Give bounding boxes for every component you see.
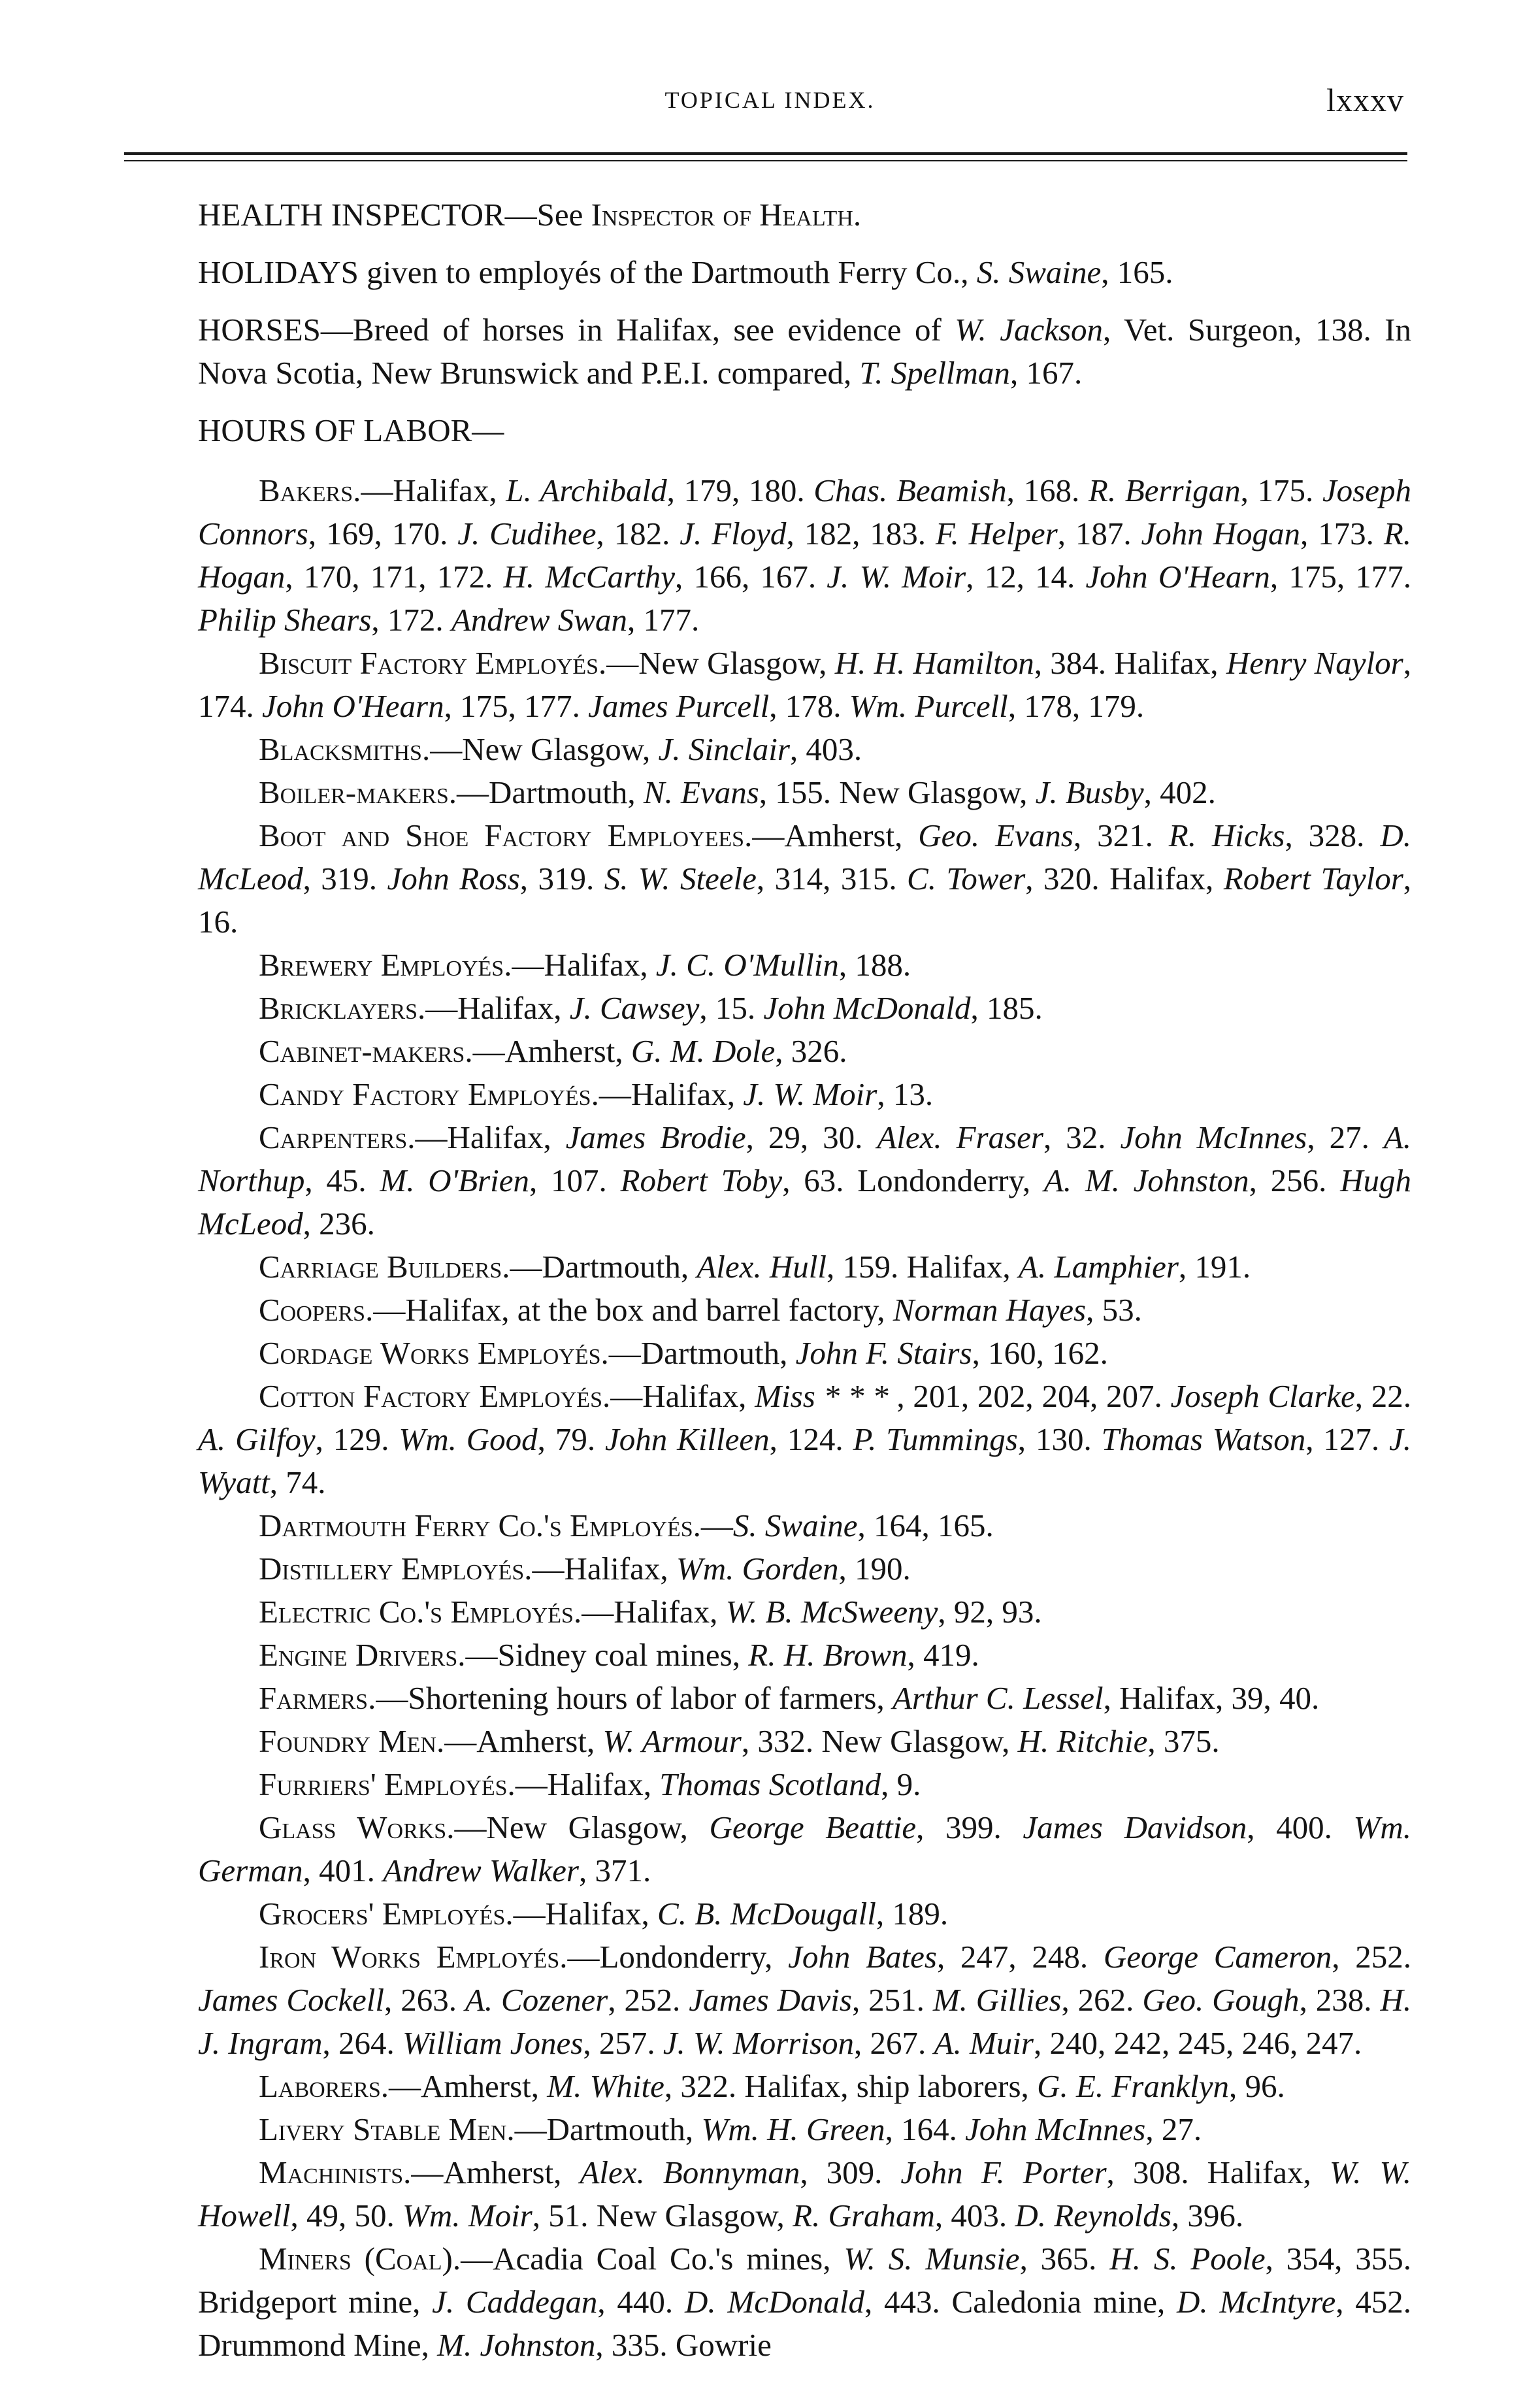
subject-term: Iron Works Employés <box>259 1939 560 1975</box>
witness-name: Joseph Clarke <box>1170 1378 1355 1414</box>
hours-of-labor-subentries <box>198 469 1411 2367</box>
entry-text: , 96. <box>1229 2068 1285 2104</box>
entry-text: , 164, 165. <box>857 1508 994 1543</box>
entry-text: , 187. <box>1057 516 1141 552</box>
entry-text: .—Halifax, <box>602 1378 755 1414</box>
subentry-cabinet <box>198 1030 1411 1073</box>
witness-name: W. Jackson <box>955 312 1104 348</box>
entry-text: , 419. <box>907 1637 979 1673</box>
witness-name: George Beattie <box>709 1809 917 1845</box>
entry-text: .—Dartmouth, <box>506 2111 702 2147</box>
subentry-engine <box>198 1634 1411 1677</box>
entry-text: .—Halifax, at the box and barrel factory, <box>365 1292 893 1328</box>
witness-name: Andrew Swan <box>451 602 627 638</box>
subentry-biscuit <box>198 642 1411 728</box>
witness-name: John F. Porter <box>900 2154 1107 2190</box>
subentry-foundry <box>198 1720 1411 1763</box>
entry-text: .—Londonderry, <box>559 1939 789 1975</box>
entry-text: .—Halifax, <box>407 1119 566 1155</box>
entry-text: .—Dartmouth, <box>600 1335 796 1371</box>
entry-text: , 247, 248. <box>936 1939 1104 1975</box>
header-rule-thin <box>124 160 1407 161</box>
witness-name: M. O'Brien <box>380 1162 529 1198</box>
subject-term: Distillery Employés <box>259 1551 525 1587</box>
header-rule-thick <box>124 152 1407 155</box>
witness-name: John Hogan <box>1141 516 1301 552</box>
entry-text: .—Halifax, <box>524 1551 676 1587</box>
entry-text: .—Amherst, <box>403 2154 580 2190</box>
subject-term: Grocers' Employés <box>259 1896 506 1932</box>
witness-name: Geo. Gough <box>1142 1982 1300 2018</box>
subentry-bricklayers <box>198 987 1411 1030</box>
subentry-cotton <box>198 1375 1411 1504</box>
entry-text: , 159. Halifax, <box>826 1249 1019 1285</box>
witness-name: Norman Hayes <box>893 1292 1087 1328</box>
witness-name: Andrew Walker <box>383 1853 579 1888</box>
entry-text: , 402. <box>1143 774 1216 810</box>
entry-text: , 403. <box>934 2198 1015 2233</box>
entry-text: .— <box>693 1508 733 1543</box>
subentry-carpenters <box>198 1116 1411 1245</box>
subject-term: Cordage Works Employés <box>259 1335 601 1371</box>
entry-text: .—Amherst, <box>380 2068 548 2104</box>
entry-text: , 262. <box>1061 1982 1143 2018</box>
witness-name: A. Northup <box>198 1119 1412 1198</box>
entry-text: , 309. <box>800 2154 901 2190</box>
witness-name: A. Gilfoy <box>198 1421 316 1457</box>
entry-text: , 79. <box>537 1421 605 1457</box>
subject-term: Brewery Employés <box>259 947 504 983</box>
entry-text: , 328. <box>1285 817 1381 853</box>
witness-name: Wm. Good <box>399 1421 538 1457</box>
index-entries <box>198 193 1411 452</box>
witness-name: James Purcell <box>588 688 770 724</box>
entry-text: , 452. Drummond Mine, <box>198 2284 1412 2363</box>
subject-term: Electric Co.'s Employés <box>259 1594 574 1630</box>
entry-text: , 257. <box>583 2025 663 2061</box>
witness-name: H. S. Poole <box>1109 2241 1266 2277</box>
entry-text: .—Sidney coal mines, <box>457 1637 749 1673</box>
entry-text: , 182, 183. <box>786 516 936 552</box>
witness-name: S. Swaine <box>732 1508 858 1543</box>
entry-text: .—Halifax, <box>418 990 570 1026</box>
entry-text: , 53. <box>1086 1292 1142 1328</box>
entry-text: , 51. New Glasgow, <box>532 2198 793 2233</box>
witness-name: H. Ritchie <box>1017 1723 1148 1759</box>
witness-name: Wm. German <box>198 1809 1412 1888</box>
subentry-glass <box>198 1806 1411 1892</box>
witness-name: J. Sinclair <box>658 731 790 767</box>
subentry-carriage <box>198 1245 1411 1289</box>
entry-text: , 92, 93. <box>938 1594 1042 1630</box>
witness-name: A. M. Johnston <box>1043 1162 1249 1198</box>
witness-name: R. H. Brown <box>748 1637 908 1673</box>
entry-text: , 32. <box>1043 1119 1121 1155</box>
witness-name: G. E. Franklyn <box>1037 2068 1229 2104</box>
entry-text: , 320. Halifax, <box>1025 861 1224 897</box>
witness-name: J. Busby <box>1035 774 1144 810</box>
entry-text: , 264. <box>322 2025 403 2061</box>
witness-name: S. Swaine <box>976 254 1102 290</box>
witness-name: John Ross <box>387 861 520 897</box>
entry-text: .—Dartmouth, <box>448 774 644 810</box>
witness-name: F. Helper <box>935 516 1058 552</box>
subject-term: Cabinet-makers <box>259 1033 465 1069</box>
subentry-iron <box>198 1936 1411 2065</box>
index-entry-holidays <box>198 251 1411 294</box>
witness-name: John O'Hearn <box>262 688 444 724</box>
entry-text: , 22. <box>1354 1378 1411 1414</box>
subentry-boilermakers <box>198 771 1411 814</box>
witness-name: M. Gillies <box>932 1982 1062 2018</box>
subject-term: Livery Stable Men <box>259 2111 507 2147</box>
entry-text: .—Halifax, <box>573 1594 726 1630</box>
entry-text: , 326. <box>775 1033 847 1069</box>
entry-text: , 251. <box>851 1982 933 2018</box>
witness-name: M. White <box>547 2068 664 2104</box>
witness-name: Wm. Gorden <box>676 1551 839 1587</box>
entry-text: , 127. <box>1305 1421 1390 1457</box>
subentry-brewery <box>198 944 1411 987</box>
witness-name: Thomas Watson <box>1101 1421 1306 1457</box>
entry-text: , 201, 202, 204, 207. <box>896 1378 1171 1414</box>
entry-text: , 124. <box>769 1421 853 1457</box>
entry-text: , 185. <box>970 990 1043 1026</box>
witness-name: Arthur C. Lessel <box>892 1680 1104 1716</box>
entry-text: , 27. <box>1307 1119 1384 1155</box>
entry-text: , 365. <box>1019 2241 1110 2277</box>
subentry-laborers <box>198 2065 1411 2108</box>
entry-text: , 371. <box>578 1853 651 1888</box>
subject-term: Inspector of Health <box>591 197 853 233</box>
entry-text: , 49, 50. <box>290 2198 403 2233</box>
witness-name: Hugh McLeod <box>198 1162 1412 1242</box>
witness-name: John Bates <box>788 1939 937 1975</box>
witness-name: A. Cozener <box>465 1982 608 2018</box>
subentry-bootshoe <box>198 814 1411 944</box>
entry-text: , 179, 180. <box>666 472 814 508</box>
witness-name: W. S. Munsie <box>844 2241 1020 2277</box>
entry-text: , 27. <box>1145 2111 1202 2147</box>
witness-name: A. Lamphier <box>1018 1249 1179 1285</box>
subject-term: Laborers <box>259 2068 381 2104</box>
index-body <box>198 193 1411 2367</box>
witness-name: J. Floyd <box>680 516 787 552</box>
witness-name: D. McIntyre <box>1177 2284 1336 2320</box>
entry-text: , Halifax, 39, 40. <box>1103 1680 1320 1716</box>
entry-text: , 169, 170. <box>308 516 458 552</box>
subentry-miners <box>198 2237 1411 2367</box>
entry-text: , 165. <box>1101 254 1173 290</box>
subentry-blacksmiths <box>198 728 1411 771</box>
entry-text: , 175, 177. <box>1270 559 1411 595</box>
entry-text: , 308. Halifax, <box>1106 2154 1330 2190</box>
entry-text: , 175, 177. <box>444 688 589 724</box>
entry-text: , 15. <box>699 990 764 1026</box>
entry-text: , 319. <box>303 861 387 897</box>
entry-text: , 182. <box>596 516 680 552</box>
entry-text: HEALTH INSPECTOR—See <box>198 197 591 233</box>
entry-text: , 252. <box>1332 1939 1412 1975</box>
witness-name: J. W. Morrison <box>663 2025 855 2061</box>
entry-text: . <box>853 197 862 233</box>
entry-text: , 174. <box>198 645 1411 724</box>
entry-text: , 188. <box>838 947 911 983</box>
witness-name: R. Hicks <box>1168 817 1285 853</box>
entry-text: , 256. <box>1249 1162 1341 1198</box>
entry-text: , 167. <box>1009 355 1083 391</box>
witness-name: H. J. Ingram <box>198 1982 1412 2061</box>
subject-term: Boot and Shoe Factory Employees <box>259 817 745 853</box>
entry-text: , 236. <box>303 1206 375 1242</box>
witness-name: Alex. Fraser <box>877 1119 1043 1155</box>
subject-term: Glass Works <box>259 1809 447 1845</box>
witness-name: M. Johnston <box>437 2327 596 2363</box>
witness-name: James Brodie <box>565 1119 746 1155</box>
entry-text: , 172. <box>371 602 451 638</box>
subject-term: Foundry Men <box>259 1723 436 1759</box>
entry-text: , Vet. Surgeon, 138. In Nova Scotia, New Brunswick and P.E.I. compared, <box>198 312 1411 391</box>
subject-term: Cotton Factory Employés <box>259 1378 602 1414</box>
witness-name: R. Graham <box>793 2198 935 2233</box>
witness-name: D. McLeod <box>198 817 1412 897</box>
witness-name: G. M. Dole <box>631 1033 776 1069</box>
entry-text: , 160, 162. <box>972 1335 1108 1371</box>
page-header <box>131 77 1409 123</box>
witness-name: Thomas Scotland <box>659 1766 881 1802</box>
entry-text: , 443. Caledonia mine, <box>864 2284 1177 2320</box>
entry-text: , 321. <box>1073 817 1169 853</box>
witness-name: T. Spellman <box>859 355 1010 391</box>
entry-text: , 168. <box>1006 472 1089 508</box>
witness-name: W. Armour <box>602 1723 742 1759</box>
entry-text: , 74. <box>269 1464 326 1500</box>
witness-name: John McInnes <box>965 2111 1146 2147</box>
witness-name: James Davis <box>689 1982 852 2018</box>
subject-term: Bakers <box>259 472 353 508</box>
entry-text: , 403. <box>789 731 862 767</box>
entry-text: , 190. <box>838 1551 911 1587</box>
entry-text: , 238. <box>1299 1982 1381 2018</box>
subentry-cordage <box>198 1332 1411 1375</box>
subentry-furriers <box>198 1763 1411 1806</box>
witness-name: Alex. Bonnyman <box>580 2154 800 2190</box>
entry-text: .—Dartmouth, <box>502 1249 697 1285</box>
subentry-coopers <box>198 1289 1411 1332</box>
entry-text: , 178. <box>769 688 849 724</box>
witness-name: Geo. Evans <box>918 817 1073 853</box>
witness-name: P. Tummings <box>853 1421 1018 1457</box>
witness-name: J. Cudihee <box>457 516 597 552</box>
subentry-livery <box>198 2108 1411 2151</box>
witness-name: J. W. Moir <box>743 1076 877 1112</box>
witness-name: Miss * * * <box>755 1378 897 1414</box>
entry-text: , 322. Halifax, ship laborers, <box>664 2068 1038 2104</box>
entry-text: .—Halifax, <box>507 1766 660 1802</box>
entry-text: , 319. <box>519 861 604 897</box>
entry-text: , 175. <box>1240 472 1322 508</box>
witness-name: J. Cawsey <box>569 990 700 1026</box>
subject-term: Machinists <box>259 2154 404 2190</box>
entry-text: , 107. <box>529 1162 621 1198</box>
witness-name: L. Archibald <box>506 472 667 508</box>
entry-text: , 16. <box>198 861 1412 940</box>
subject-term: Boiler-makers <box>259 774 449 810</box>
witness-name: Wm. Moir <box>402 2198 532 2233</box>
entry-text: , 263. <box>384 1982 465 2018</box>
witness-name: S. W. Steele <box>604 861 757 897</box>
entry-text: HORSES—Breed of horses in Halifax, see evidence of <box>198 312 955 348</box>
entry-text: .—Amherst, <box>436 1723 603 1759</box>
entry-text: , 13. <box>877 1076 934 1112</box>
entry-text: , 12, 14. <box>966 559 1086 595</box>
page-number: lxxxv <box>1326 82 1404 118</box>
subentry-candy <box>198 1073 1411 1116</box>
entry-text: , 440. <box>597 2284 685 2320</box>
witness-name: W. W. Howell <box>198 2154 1412 2233</box>
subject-term: Coopers <box>259 1292 366 1328</box>
subentry-electric <box>198 1590 1411 1634</box>
witness-name: J. W. Moir <box>827 559 966 595</box>
entry-text: .—New Glasgow, <box>598 645 835 681</box>
witness-name: W. B. McSweeny <box>725 1594 938 1630</box>
subject-term: Farmers <box>259 1680 369 1716</box>
entry-text: .—Halifax, <box>591 1076 744 1112</box>
subject-term: Dartmouth Ferry Co.'s Employés <box>259 1508 693 1543</box>
entry-text: , 189. <box>876 1896 949 1932</box>
subject-term: Miners (Coal) <box>259 2241 453 2277</box>
subentry-machinists <box>198 2151 1411 2237</box>
subentry-farmers <box>198 1677 1411 1720</box>
entry-text: , 401. <box>303 1853 384 1888</box>
witness-name: H. H. Hamilton <box>834 645 1034 681</box>
witness-name: C. B. McDougall <box>657 1896 876 1932</box>
entry-text: , 399. <box>916 1809 1023 1845</box>
entry-text: HOURS OF LABOR— <box>198 412 504 448</box>
witness-name: George Cameron <box>1103 1939 1332 1975</box>
entry-text: , 191. <box>1178 1249 1251 1285</box>
entry-text: .—New Glasgow, <box>446 1809 710 1845</box>
entry-text: , 173. <box>1300 516 1384 552</box>
subject-term: Bricklayers <box>259 990 418 1026</box>
witness-name: J. C. O'Mullin <box>655 947 839 983</box>
witness-name: N. Evans <box>643 774 759 810</box>
entry-text: , 170, 171, 172. <box>285 559 504 595</box>
witness-name: D. McDonald <box>684 2284 864 2320</box>
running-title: TOPICAL INDEX. <box>664 87 876 113</box>
entry-text: , 166, 167. <box>675 559 827 595</box>
witness-name: John Killeen <box>604 1421 770 1457</box>
witness-name: Robert Toby <box>620 1162 783 1198</box>
witness-name: R. Hogan <box>198 516 1412 595</box>
witness-name: Alex. Hull <box>696 1249 827 1285</box>
subject-term: Carriage Builders <box>259 1249 502 1285</box>
subject-term: Biscuit Factory Employés <box>259 645 599 681</box>
witness-name: William Jones <box>402 2025 583 2061</box>
entry-text: .—Acadia Coal Co.'s mines, <box>452 2241 844 2277</box>
entry-text: , 45. <box>304 1162 380 1198</box>
entry-text: , 384. Halifax, <box>1034 645 1226 681</box>
entry-text: .—Halifax, <box>504 947 656 983</box>
entry-text: , 129. <box>315 1421 399 1457</box>
witness-name: James Davidson <box>1023 1809 1247 1845</box>
subentry-grocers <box>198 1892 1411 1936</box>
entry-text: HOLIDAYS given to employés of the Dartmouth Ferry Co., <box>198 254 977 290</box>
witness-name: C. Tower <box>907 861 1026 897</box>
entry-text: .—New Glasgow, <box>421 731 659 767</box>
entry-text: , 178, 179. <box>1008 688 1145 724</box>
witness-name: D. Reynolds <box>1015 2198 1171 2233</box>
subject-term: Carpenters <box>259 1119 408 1155</box>
witness-name: Henry Naylor <box>1226 645 1403 681</box>
index-entry-horses <box>198 308 1411 395</box>
entry-text: , 63. Londonderry, <box>782 1162 1044 1198</box>
entry-text: , 335. Gowrie <box>595 2327 772 2363</box>
entry-text: .—Shortening hours of labor of farmers, <box>368 1680 893 1716</box>
entry-text: , 354, 355. Bridgeport mine, <box>198 2241 1411 2320</box>
witness-name: J. Wyatt <box>198 1421 1412 1500</box>
witness-name: A. Muir <box>934 2025 1034 2061</box>
witness-name: John F. Stairs <box>795 1335 972 1371</box>
entry-text: .—Halifax, <box>505 1896 658 1932</box>
subentry-distillery <box>198 1547 1411 1590</box>
subentry-dartmouth <box>198 1504 1411 1547</box>
witness-name: John McDonald <box>763 990 971 1026</box>
witness-name: Chas. Beamish <box>813 472 1007 508</box>
witness-name: John McInnes <box>1120 1119 1307 1155</box>
entry-text: , 130. <box>1017 1421 1102 1457</box>
entry-text: .—Amherst, <box>465 1033 631 1069</box>
index-entry-health <box>198 193 1411 237</box>
subentry-bakers <box>198 469 1411 642</box>
subject-term: Engine Drivers <box>259 1637 458 1673</box>
index-entry-hours <box>198 409 1411 452</box>
witness-name: Philip Shears <box>198 602 372 638</box>
entry-text: , 314, 315. <box>756 861 908 897</box>
subject-term: Furriers' Employés <box>259 1766 508 1802</box>
witness-name: Joseph Connors <box>198 472 1412 552</box>
subject-term: Candy Factory Employés <box>259 1076 591 1112</box>
entry-text: , 164. <box>885 2111 966 2147</box>
entry-text: , 375. <box>1147 1723 1220 1759</box>
witness-name: James Cockell <box>198 1982 385 2018</box>
entry-text: , 252. <box>608 1982 689 2018</box>
entry-text: .—Halifax, <box>353 472 506 508</box>
entry-text: , 240, 242, 245, 246, 247. <box>1033 2025 1362 2061</box>
entry-text: , 9. <box>881 1766 921 1802</box>
witness-name: J. Caddegan <box>432 2284 598 2320</box>
entry-text: , 332. New Glasgow, <box>741 1723 1018 1759</box>
witness-name: Wm. Purcell <box>849 688 1008 724</box>
entry-text: .—Amherst, <box>744 817 919 853</box>
entry-text: , 155. New Glasgow, <box>759 774 1036 810</box>
witness-name: Wm. H. Green <box>701 2111 885 2147</box>
entry-text: , 177. <box>627 602 700 638</box>
entry-text: , 267. <box>854 2025 934 2061</box>
entry-text: , 29, 30. <box>745 1119 877 1155</box>
witness-name: John O'Hearn <box>1085 559 1270 595</box>
witness-name: Robert Taylor <box>1223 861 1403 897</box>
witness-name: H. McCarthy <box>503 559 676 595</box>
entry-text: , 396. <box>1171 2198 1244 2233</box>
subject-term: Blacksmiths <box>259 731 422 767</box>
entry-text: , 400. <box>1247 1809 1354 1845</box>
witness-name: R. Berrigan <box>1088 472 1241 508</box>
